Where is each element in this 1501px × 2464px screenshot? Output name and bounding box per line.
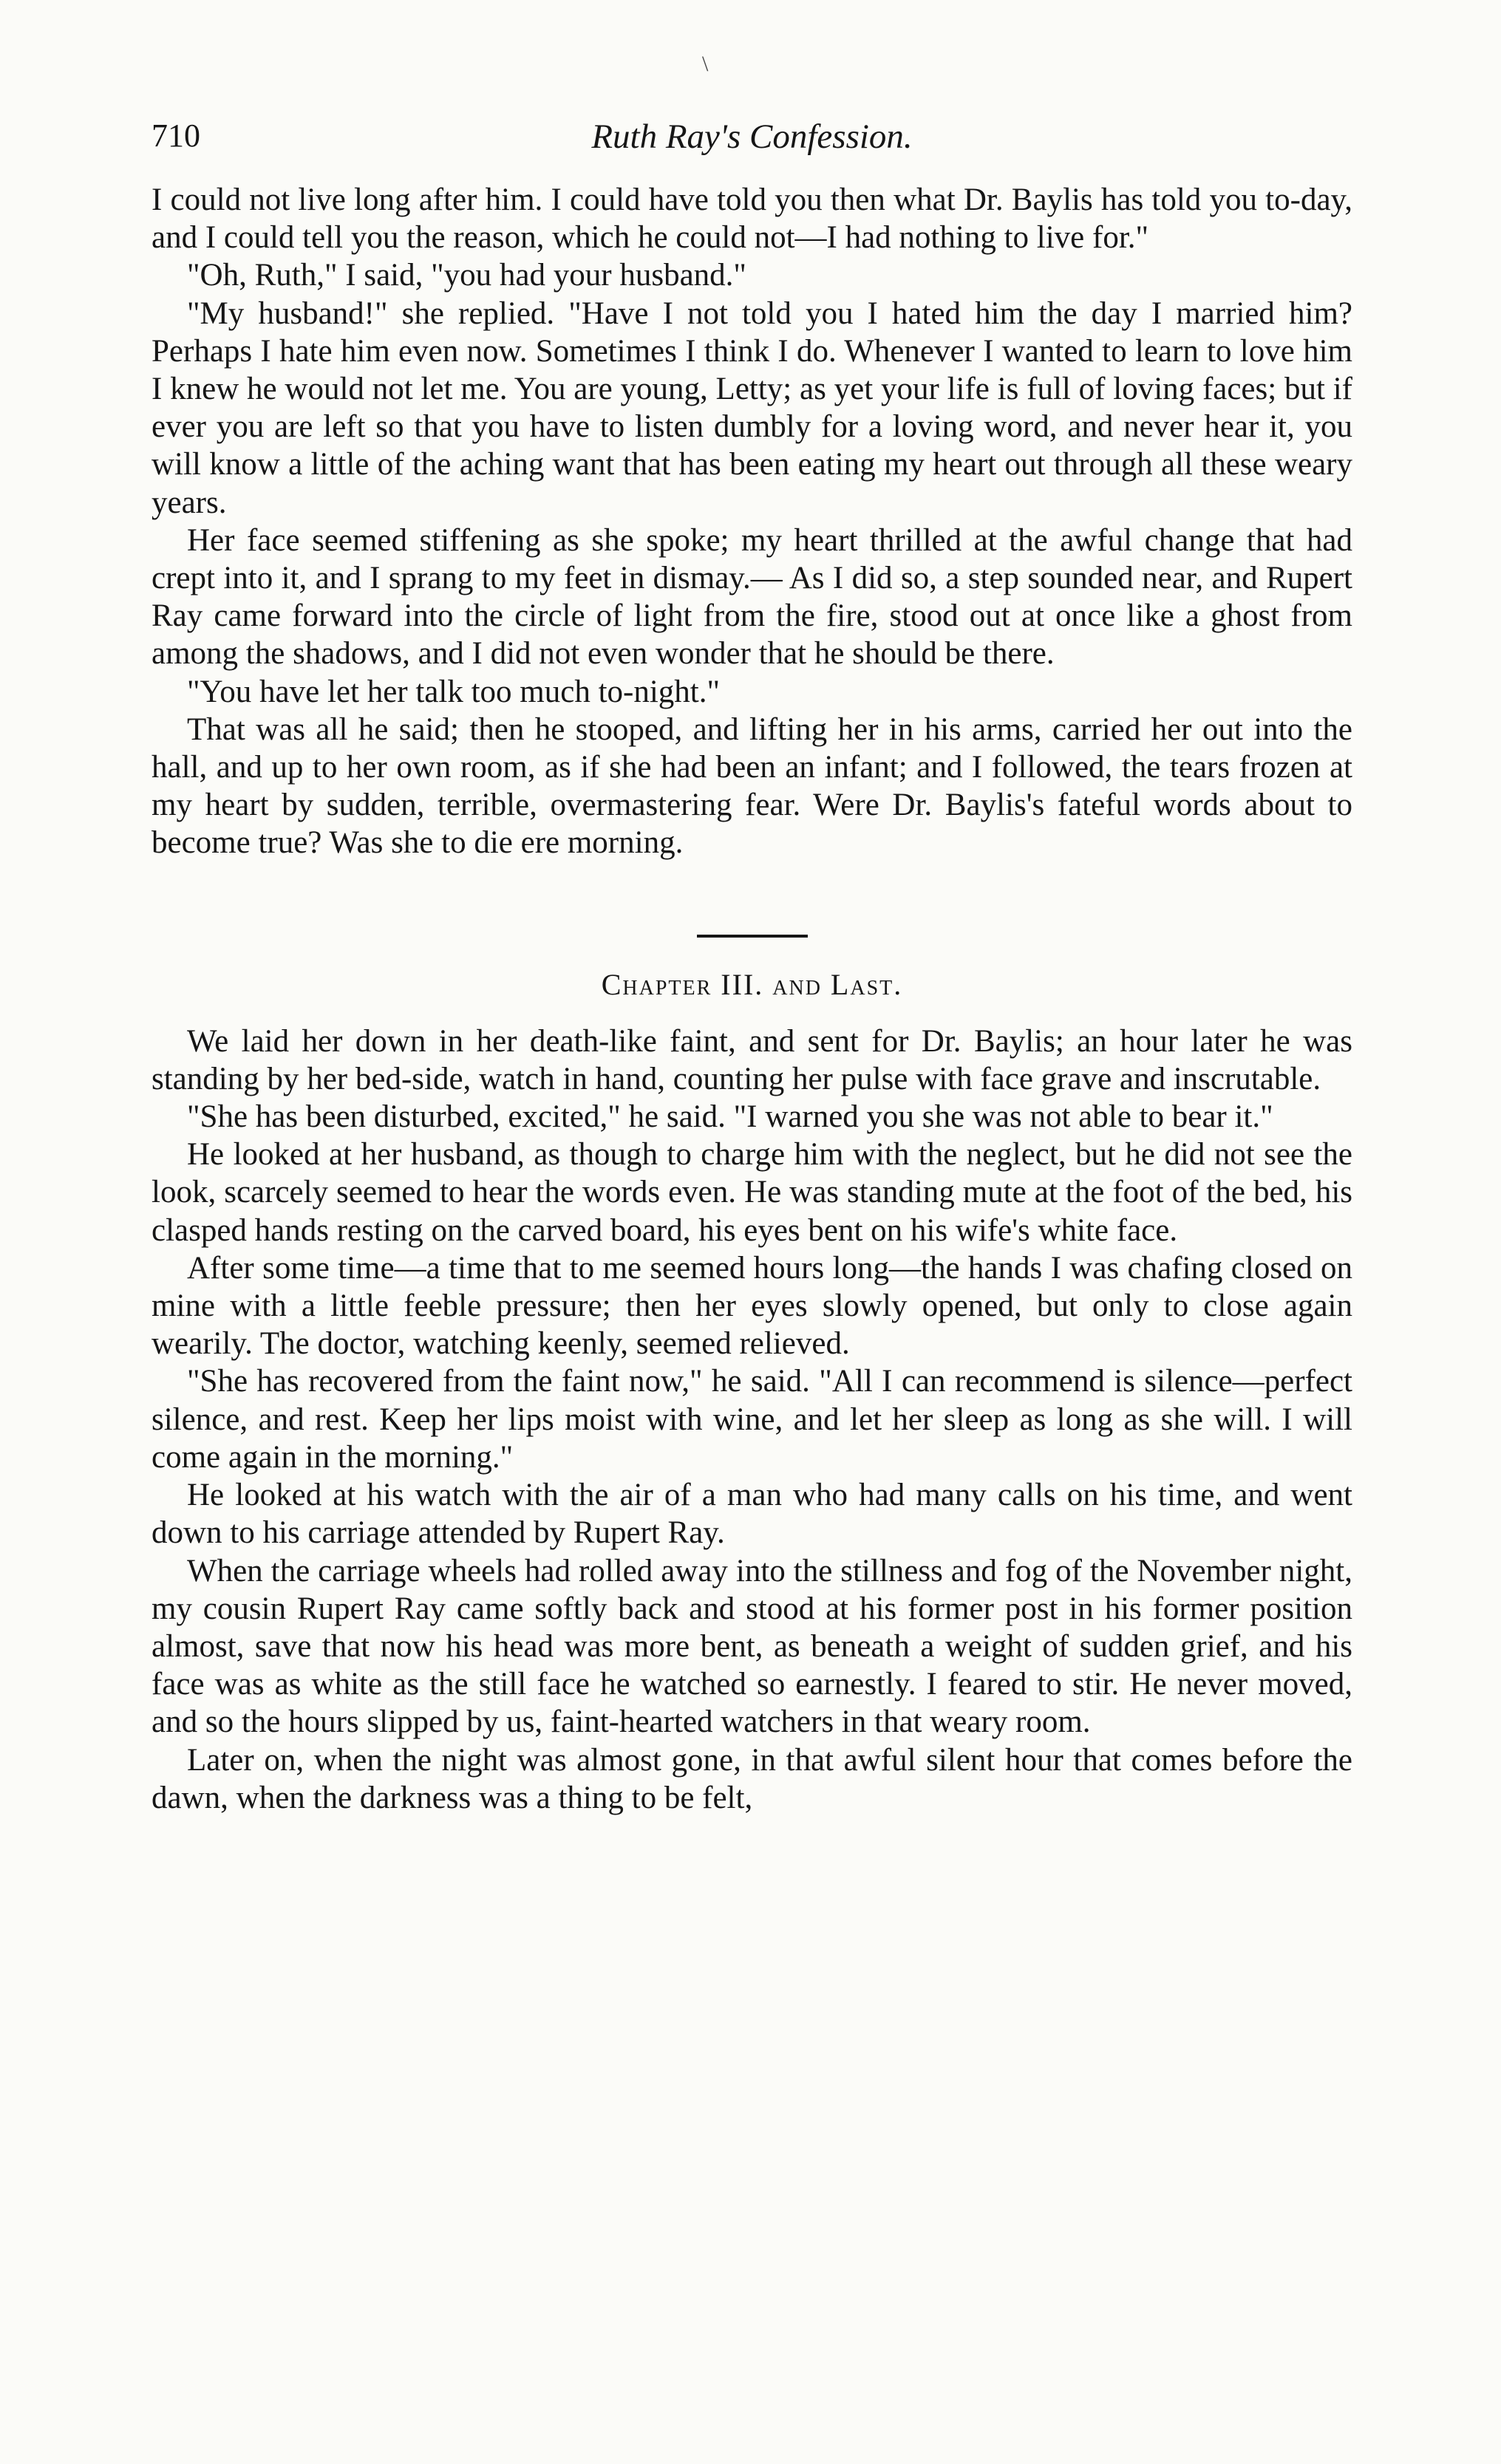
running-title: Ruth Ray's Confession. [591,117,913,156]
paragraph: He looked at his watch with the air of a man who had many calls on his time, and went down to his carriage attended by Rupert Ray. [152,1478,1352,1551]
paragraph: He looked at her husband, as though to charge him with the neglect, but he did not see the look, scarcely seemed to hear the words even. He was standing mute at the foot of the bed, his clasped hands resting on the carved board, his eyes bent on his wife's white face. [152,1137,1352,1248]
chapter-heading: Chapter III. and Last. [601,967,903,1001]
page-number: 710 [152,117,200,154]
margin-mark: \ [702,52,709,76]
paragraph: Later on, when the night was almost gone, in that awful silent hour that comes before the dawn, when the darkness was a thing to be felt, [152,1742,1352,1815]
paragraph: We laid her down in her death-like faint, and sent for Dr. Baylis; an hour later he was standing by her bed-side, watch in hand, counting her pulse with face grave and inscrutable. [152,1023,1352,1096]
paragraph: That was all he said; then he stooped, and lifting her in his arms, carried her out into the hall, and up to her own room, as if she had been an infant; and I followed, the tears frozen at my heart by sudden, terrible, overmastering fear. Were Dr. Baylis's fateful words about to become true? Was she to die ere morning. [152,711,1352,861]
paragraph: "My husband!" she replied. "Have I not told you I hated him the day I married him? Perhaps I hate him even now. Sometimes I think I do. Whenever I wanted to learn to love him I knew he would not let me. You are young, Letty; as yet your life is full of loving faces; but if ever you are left so that you have to listen dumbly for a loving word, and never hear it, you will know a little of the aching want that has been eating my heart out through all these weary years. [152,296,1352,520]
paragraph: When the carriage wheels had rolled away into the stillness and fog of the November night, my cousin Rupert Ray came softly back and stood at his former post in his former position almost, save that now his head was more bent, as beneath a weight of sudden grief, and his face was as white as the still face he watched so earnestly. I feared to stir. He never moved, and so the hours slipped by us, faint-hearted watchers in that weary room. [152,1553,1352,1740]
page-header [152,111,1352,170]
paragraph: "She has recovered from the faint now," he said. "All I can recommend is silence—perfect silence, and rest. Keep her lips moist with wine, and let her sleep as long as she will. I will come again in the morning." [152,1364,1352,1475]
paragraph: I could not live long after him. I could have told you then what Dr. Baylis has told you to-day, and I could tell you the reason, which he could not—I had nothing to live for." [152,182,1352,256]
paragraph: "She has been disturbed, excited," he said. "I warned you she was not able to bear it." [187,1099,1273,1135]
body-text [152,181,1352,1817]
paragraph: After some time—a time that to me seemed hours long—the hands I was chafing closed on mine with a little feeble pressure; then her eyes slowly opened, but only to close again wearily. The doctor, watching keenly, seemed relieved. [152,1250,1352,1362]
paragraph: Her face seemed stiffening as she spoke; my heart thrilled at the awful change that had crept into it, and I sprang to my feet in dismay.— As I did so, a step sounded near, and Rupert Ray came forward into the circle of light from the fire, stood out at once like a ghost from among the shadows, and I did not even wonder that he should be there. [152,522,1352,672]
section-divider [697,935,808,938]
paragraph: "Oh, Ruth," I said, "you had your husband." [187,258,746,293]
paragraph: "You have let her talk too much to-night." [187,674,721,709]
